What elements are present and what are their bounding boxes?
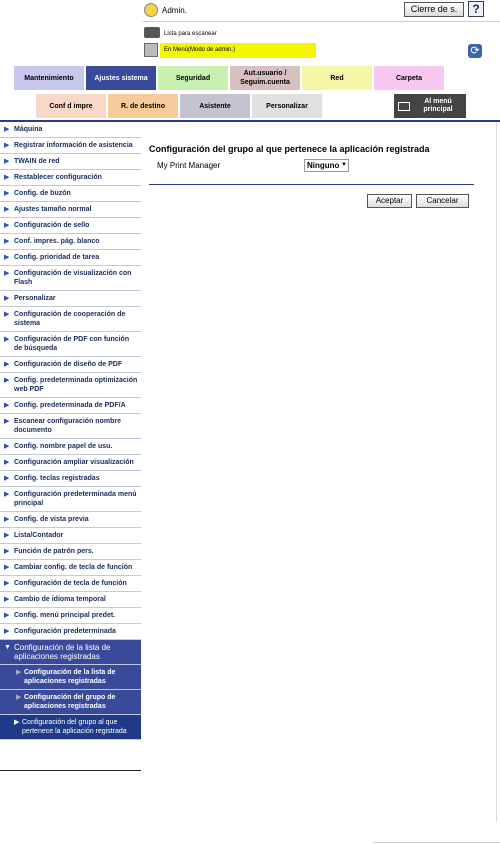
status-message: En Menú(Modo de admin.) — [160, 43, 316, 58]
sidebar-item-label: Configuración de cooperación de sistema — [14, 311, 126, 327]
sidebar-item[interactable] — [0, 512, 141, 528]
arrow-icon: ▶ — [4, 548, 10, 555]
sidebar-item-label: Configuración del grupo de aplicaciones registradas — [24, 694, 116, 710]
arrow-icon: ▶ — [4, 142, 10, 149]
sidebar-sub-item[interactable] — [0, 665, 141, 690]
arrow-icon: ▶ — [4, 254, 10, 261]
arrow-icon: ▶ — [4, 564, 10, 571]
sidebar-item[interactable] — [0, 357, 141, 373]
sidebar-item-label: Config. nombre papel de usu. — [14, 443, 113, 450]
sidebar-item[interactable] — [0, 307, 141, 332]
arrow-icon: ▶ — [4, 443, 10, 450]
sidebar-item-label: Config. teclas registradas — [14, 475, 100, 482]
arrow-icon: ▶ — [4, 336, 10, 343]
arrow-icon: ▶ — [4, 459, 10, 466]
sidebar-item[interactable] — [0, 471, 141, 487]
arrow-icon: ▶ — [4, 361, 10, 368]
sidebar-item-label: Configuración de tecla de función — [14, 580, 127, 587]
sidebar-item-label: Escanear configuración nombre documento — [14, 418, 121, 434]
sidebar-item[interactable] — [0, 455, 141, 471]
sidebar-item-label: Ajustes tamaño normal — [14, 206, 92, 213]
sidebar-item-label: Máquina — [14, 126, 43, 133]
sidebar-item[interactable] — [0, 218, 141, 234]
sidebar-item[interactable] — [0, 234, 141, 250]
help-icon[interactable]: ? — [468, 1, 484, 17]
sidebar-item-label: Configuración de la lista de aplicaciones registradas — [24, 669, 116, 685]
sidebar-item[interactable] — [0, 487, 141, 512]
sidebar-item[interactable] — [0, 186, 141, 202]
arrow-icon: ▶ — [4, 475, 10, 482]
group-select[interactable] — [304, 159, 349, 172]
sidebar-item[interactable] — [0, 544, 141, 560]
sidebar-item[interactable] — [0, 332, 141, 357]
sidebar-item[interactable] — [0, 170, 141, 186]
refresh-icon[interactable]: ⟳ — [468, 44, 482, 58]
sidebar-item[interactable] — [0, 560, 141, 576]
arrow-icon: ▶ — [16, 694, 22, 701]
sidebar-item-label: Configuración de sello — [14, 222, 90, 229]
arrow-icon: ▶ — [4, 402, 10, 409]
sidebar-item-label: Config. de buzón — [14, 190, 71, 197]
sidebar-item-label: Config. prioridad de tarea — [14, 254, 100, 261]
arrow-icon: ▶ — [4, 516, 10, 523]
sidebar-item[interactable] — [0, 138, 141, 154]
sidebar-item-label: Config. predeterminada optimización web PDF — [14, 377, 138, 393]
arrow-icon: ▶ — [4, 174, 10, 181]
content-divider — [149, 184, 474, 185]
arrow-icon: ▶ — [4, 158, 10, 165]
sidebar-item[interactable] — [0, 624, 141, 640]
sidebar-item[interactable] — [0, 291, 141, 307]
tab-conf-impre[interactable]: Conf d impre — [36, 94, 106, 118]
arrow-icon: ▶ — [4, 311, 10, 318]
sidebar-item[interactable] — [0, 414, 141, 439]
tab-personalizar[interactable]: Personalizar — [252, 94, 322, 118]
sidebar-item-label: Conf. impres. pág. blanco — [14, 238, 100, 245]
footer-divider — [373, 842, 500, 843]
sidebar-item[interactable] — [0, 250, 141, 266]
sidebar-sub-item-active[interactable] — [0, 715, 141, 740]
arrow-icon: ▶ — [4, 612, 10, 619]
sidebar-item[interactable] — [0, 398, 141, 414]
tab-carpeta[interactable]: Carpeta — [374, 66, 444, 90]
arrow-icon: ▼ — [4, 644, 11, 651]
sidebar-item[interactable] — [0, 576, 141, 592]
sidebar-item-label: Config. de vista previa — [14, 516, 89, 523]
arrow-icon: ▶ — [4, 206, 10, 213]
arrow-icon: ▶ — [4, 190, 10, 197]
cancel-button[interactable]: Cancelar — [416, 194, 469, 208]
tab-red[interactable]: Red — [302, 66, 372, 90]
main-menu-icon — [398, 102, 410, 111]
sidebar-item-label: Configuración del grupo al que pertenece la aplicación registrada — [22, 719, 127, 735]
arrow-icon: ▶ — [4, 222, 10, 229]
sidebar-item-label: Lista/Contador — [14, 532, 64, 539]
sidebar-item-label: Configuración de la lista de aplicaciones registradas — [14, 643, 111, 661]
arrow-icon: ▶ — [4, 270, 10, 277]
sidebar-item-label: Config. menú principal predet. — [14, 612, 116, 619]
sidebar — [0, 122, 141, 740]
main-menu-label: Al menú principal — [423, 98, 453, 113]
sidebar-item-label: Función de patrón pers. — [14, 548, 94, 555]
printer-icon — [144, 27, 160, 38]
arrow-icon: ▶ — [4, 418, 10, 425]
sidebar-item-label: Configuración predeterminada menú principal — [14, 491, 137, 507]
application-name: My Print Manager — [157, 161, 221, 170]
frame-divider — [496, 122, 497, 822]
arrow-icon: ▶ — [4, 126, 10, 133]
chevron-down-icon: ▼ — [341, 162, 347, 168]
sidebar-item-label: Config. predeterminada de PDF/A — [14, 402, 126, 409]
tab-r-de-destino[interactable]: R. de destino — [108, 94, 178, 118]
sidebar-item[interactable] — [0, 266, 141, 291]
admin-label: Admin. — [162, 6, 187, 15]
sidebar-item-label: Configuración de diseño de PDF — [14, 361, 123, 368]
arrow-icon: ▶ — [4, 628, 10, 635]
sidebar-item-label: TWAIN de red — [14, 158, 60, 165]
arrow-icon: ▶ — [4, 295, 10, 302]
group-select-value: Ninguno — [307, 161, 340, 170]
sidebar-item[interactable] — [0, 202, 141, 218]
sidebar-item[interactable] — [0, 608, 141, 624]
sidebar-item[interactable] — [0, 528, 141, 544]
arrow-icon: ▶ — [14, 719, 20, 726]
sidebar-item-label: Configuración predeterminada — [14, 628, 116, 635]
page-title: Configuración del grupo al que pertenece la aplicación registrada — [149, 144, 430, 154]
arrow-icon: ▶ — [4, 596, 10, 603]
sidebar-item[interactable] — [0, 439, 141, 455]
ok-button[interactable]: Aceptar — [367, 194, 412, 208]
sidebar-item-label: Configuración de visualización con Flash — [14, 270, 132, 286]
job-list-link[interactable]: Lista para escanear — [164, 31, 217, 37]
sidebar-item-label: Cambio de idioma temporal — [14, 596, 106, 603]
sidebar-item[interactable] — [0, 122, 141, 138]
arrow-icon: ▶ — [4, 238, 10, 245]
arrow-icon: ▶ — [16, 669, 22, 676]
sidebar-item[interactable] — [0, 592, 141, 608]
logout-button[interactable]: Cierre de s. — [404, 2, 464, 17]
sidebar-item-label: Restablecer configuración — [14, 174, 102, 181]
sidebar-item-open[interactable] — [0, 640, 141, 665]
tab-mantenimiento[interactable]: Mantenimiento — [14, 66, 84, 90]
main-menu-button[interactable] — [394, 94, 466, 118]
tab-ajustes-sistema[interactable]: Ajustes sistema — [86, 66, 156, 90]
sidebar-item-label: Configuración ampliar visualización — [14, 459, 134, 466]
header-divider — [143, 21, 500, 22]
sidebar-item-label: Configuración de PDF con función de búsqueda — [14, 336, 130, 352]
device-status-icon — [144, 43, 158, 57]
sidebar-item-label: Registrar información de asistencia — [14, 142, 133, 149]
arrow-icon: ▶ — [4, 377, 10, 384]
arrow-icon: ▶ — [4, 532, 10, 539]
sidebar-item[interactable] — [0, 154, 141, 170]
sidebar-item-label: Cambiar config. de tecla de función — [14, 564, 133, 571]
admin-user-icon — [144, 3, 158, 17]
sidebar-sub-item[interactable] — [0, 690, 141, 715]
tab-seguridad[interactable]: Seguridad — [158, 66, 228, 90]
sidebar-item[interactable] — [0, 373, 141, 398]
tab-asistente[interactable]: Asistente — [180, 94, 250, 118]
arrow-icon: ▶ — [4, 491, 10, 498]
sidebar-item-label: Personalizar — [14, 295, 56, 302]
tab-aut-usuario[interactable]: Aut.usuario / Seguim.cuenta — [230, 66, 300, 90]
arrow-icon: ▶ — [4, 580, 10, 587]
sidebar-divider — [0, 770, 141, 771]
